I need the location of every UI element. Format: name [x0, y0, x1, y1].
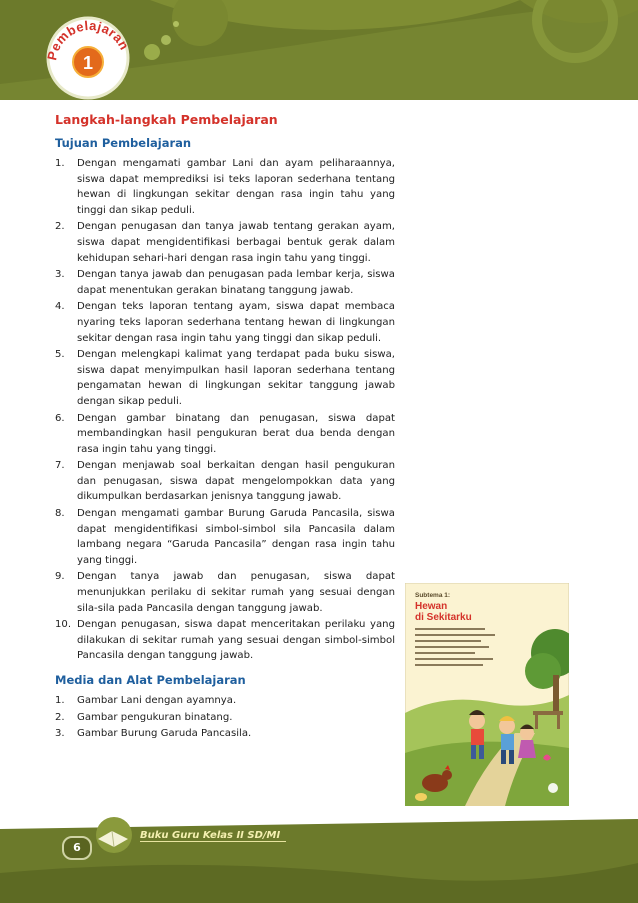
list-item-number: 9.: [55, 571, 65, 583]
list-item: [55, 569, 395, 616]
section-title: Langkah-langkah Pembelajaran: [55, 112, 278, 127]
list-item-text: Dengan teks laporan tentang ayam, siswa dapat membaca nyaring teks laporan sederhana tentang hewan di lingkungan sekitar dengan rasa ingin tahu yang tinggi dan sikap peduli.: [77, 301, 395, 344]
badge-arc-text: Pembelajaran: [44, 17, 133, 62]
list-item-text: Dengan tanya jawab dan penugasan pada lembar kerja, siswa dapat menentukan gerakan binatang tanggung jawab.: [77, 269, 395, 296]
list-item-text: Gambar pengukuran binatang.: [77, 711, 233, 723]
objectives-title: Tujuan Pembelajaran: [55, 136, 192, 150]
list-item-number: 8.: [55, 508, 65, 520]
list-item: [55, 156, 395, 218]
list-item-text: Dengan penugasan, siswa dapat menceritakan perilaku yang dilakukan di sekitar rumah yang sesuai dengan simbol-simbol Pancasila dengan tanggung jawab.: [77, 619, 395, 662]
list-item-number: 5.: [55, 349, 65, 361]
list-item: [55, 710, 395, 726]
book-title-line1: Hewan: [415, 601, 448, 612]
footer-book-title: Buku Guru Kelas II SD/MI: [140, 830, 286, 842]
page-header: [0, 0, 638, 100]
list-item-text: Dengan menjawab soal berkaitan dengan hasil pengukuran dan penugasan, siswa dapat mengelompokkan data yang dikumpulkan berdasarkan jenisnya tanggung jawab.: [77, 460, 395, 503]
list-item: [55, 411, 395, 458]
list-item-text: Dengan mengamati gambar Lani dan ayam peliharaannya, siswa dapat memprediksi isi teks laporan sederhana tentang hewan di lingkungan sekitar dengan rasa ingin tahu yang tinggi dan sikap peduli.: [77, 158, 395, 216]
list-item: [55, 458, 395, 505]
list-item-number: 2.: [55, 221, 65, 233]
list-item: [55, 693, 395, 709]
objectives-list: [55, 156, 395, 664]
lesson-badge: [42, 10, 134, 100]
list-item: [55, 299, 395, 346]
list-item-number: 4.: [55, 301, 65, 313]
list-item-text: Dengan gambar binatang dan penugasan, siswa dapat membandingkan hasil pengukuran berat dua benda dengan rasa ingin tahu yang tinggi.: [77, 412, 395, 455]
list-item-number: 1.: [55, 695, 65, 706]
list-item: [55, 726, 395, 742]
student-book-thumbnail: [405, 583, 569, 806]
book-subtema: Subtema 1:: [415, 592, 451, 599]
list-item-number: 1.: [55, 158, 65, 169]
list-item: [55, 219, 395, 266]
page-footer: [0, 815, 638, 903]
list-item-text: Gambar Lani dengan ayamnya.: [77, 695, 237, 706]
list-item-text: Gambar Burung Garuda Pancasila.: [77, 728, 252, 740]
badge-number: 1: [82, 53, 94, 73]
list-item-number: 10.: [55, 619, 72, 631]
list-item: [55, 267, 395, 298]
list-item-text: Dengan melengkapi kalimat yang terdapat pada buku siswa, siswa dapat menyimpulkan hasil laporan sederhana tentang pengamatan hewan di lingkungan sekitar tanggung jawab dengan sikap peduli.: [77, 349, 395, 407]
page-number: 6: [62, 836, 92, 860]
list-item-number: 3.: [55, 269, 65, 281]
main-content: [55, 112, 395, 743]
list-item-number: 3.: [55, 728, 65, 740]
list-item-text: Dengan penugasan dan tanya jawab tentang gerakan ayam, siswa dapat mengidentifikasi berbagai bentuk gerak dalam kehidupan sehari-hari dengan rasa ingin tahu yang tinggi.: [77, 221, 395, 264]
media-list: [55, 693, 395, 742]
list-item: [55, 617, 395, 664]
list-item-text: Dengan mengamati gambar Burung Garuda Pancasila, siswa dapat mengidentifikasi simbol-simbol sila Pancasila dalam lambang negara “Garuda Pancasila” dengan rasa ingin tahu yang tinggi.: [77, 508, 395, 566]
list-item-number: 6.: [55, 412, 65, 424]
list-item: [55, 347, 395, 409]
list-item-number: 2.: [55, 711, 65, 723]
list-item-number: 7.: [55, 460, 65, 472]
list-item-text: Dengan tanya jawab dan penugasan, siswa dapat menunjukkan perilaku di sekitar rumah yang sesuai dengan sila-sila pada Pancasila dengan tanggung jawab.: [77, 571, 395, 614]
book-title-line2: di Sekitarku: [415, 612, 472, 623]
media-title: Media dan Alat Pembelajaran: [55, 673, 246, 687]
list-item: [55, 506, 395, 568]
